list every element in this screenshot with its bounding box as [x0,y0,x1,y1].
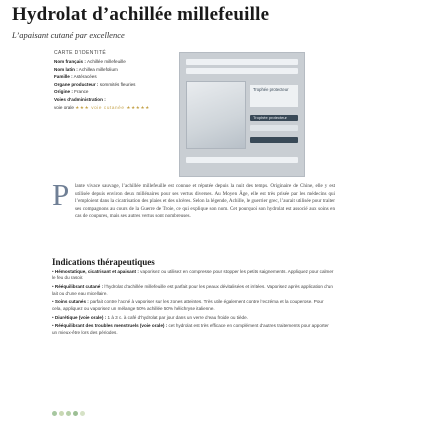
product-image-panel [179,52,305,177]
indication-item: • Rééquilibrant des troubles menstruels (voie orale) : cet hydrolat est très efficace en complément d’autres traitements pour apporter un mieux-être lors des périodes. [52,323,329,335]
indications-section [52,257,334,339]
card-row-organ: Organe producteur : sommités fleuries [54,81,136,87]
card-row-admin: Voies d’administration : [54,96,106,102]
indication-item: • Soins cutanés : parfait contre l’acné à vaporiser sur les zones atteintes. Très utile également contre l’eczéma et la couperose. Pour cela, appliquez ou vaporisez un mélange 50% achillée 50% hélichryse italienne. [52,299,324,311]
card-row-french-name: Nom français : Achillée millefeuille [54,59,126,64]
product-photo [186,81,246,149]
intro-paragraph [52,177,335,221]
indication-item: • Hémostatique, cicatrisant et apaisant : vaporisez ou utilisez en compresse pour stopper les petits saignements. Appliquez pour calmer le feu du rasoir. [52,269,334,281]
indication-item: • Diurétique (voie orale) : 1 à 3 c. à café d’hydrolat par jour dans un verre d’eau froide ou tiède. [52,314,248,320]
dot-5 [80,411,85,416]
decorative-dots [52,411,85,416]
card-heading: CARTE D’IDENTITÉ [54,50,107,56]
dot-2 [59,411,64,416]
panel-bar-2 [186,68,298,74]
card-row-origin: Origine : France [54,89,89,95]
panel-bar-1 [186,59,298,65]
indications-title: Indications thérapeutiques [52,257,155,267]
identity-card [54,50,174,167]
indication-item: • Rééquilibrant cutané : l’hydrolat d’achillée millefeuille est parfait pour les peaux dévitalisées et irritées. Vaporisez après application d’un lait ou d’une eau micellaire. [52,284,333,296]
intro-text: lante vivace sauvage, l’achillée millefeuille est connue et réputée depuis la nuit des temps. Originaire de Chine, elle y est utilisée depuis environ deux millénaires pour ses vertus diverses. Au Moyen Âge, elle est très prisée par les médecins qui l’emploient dans la cicatrisation des plaies et des ulcères. Selon la légende, Achille, le guerrier grec, l’aurait utilisée pour traiter ses compagnons au cours de la Guerre de Troie, ce qui explique son nom. Cet pourquoi son hydrolat est associé aux soins en cas de coupures, mais ses autres vertus sont nombreuses. [75,183,335,219]
panel-note: Trophée protecteur [250,85,298,107]
panel-bar-5 [250,137,298,143]
page-subtitle: L’apaisant cutané par excellence [12,30,125,40]
rating-stars: ★★★ voie cutanée ★★★★★ [75,104,150,110]
dot-3 [66,411,71,416]
drop-cap: P [52,177,70,212]
panel-bar-6 [186,157,298,163]
card-row-ratings: voie orale ★★★ voie cutanée ★★★★★ [54,104,150,110]
panel-bar-3: Trophée protecteur [250,115,298,121]
card-row-latin-name: Nom latin : Achillea millefolium [54,66,118,72]
dot-1 [52,411,57,416]
page-title: Hydrolat d’achillée millefeuille [12,4,270,25]
card-row-family: Famille : Astéracées [54,74,97,80]
dot-4 [73,411,78,416]
panel-bar-4 [250,125,298,131]
